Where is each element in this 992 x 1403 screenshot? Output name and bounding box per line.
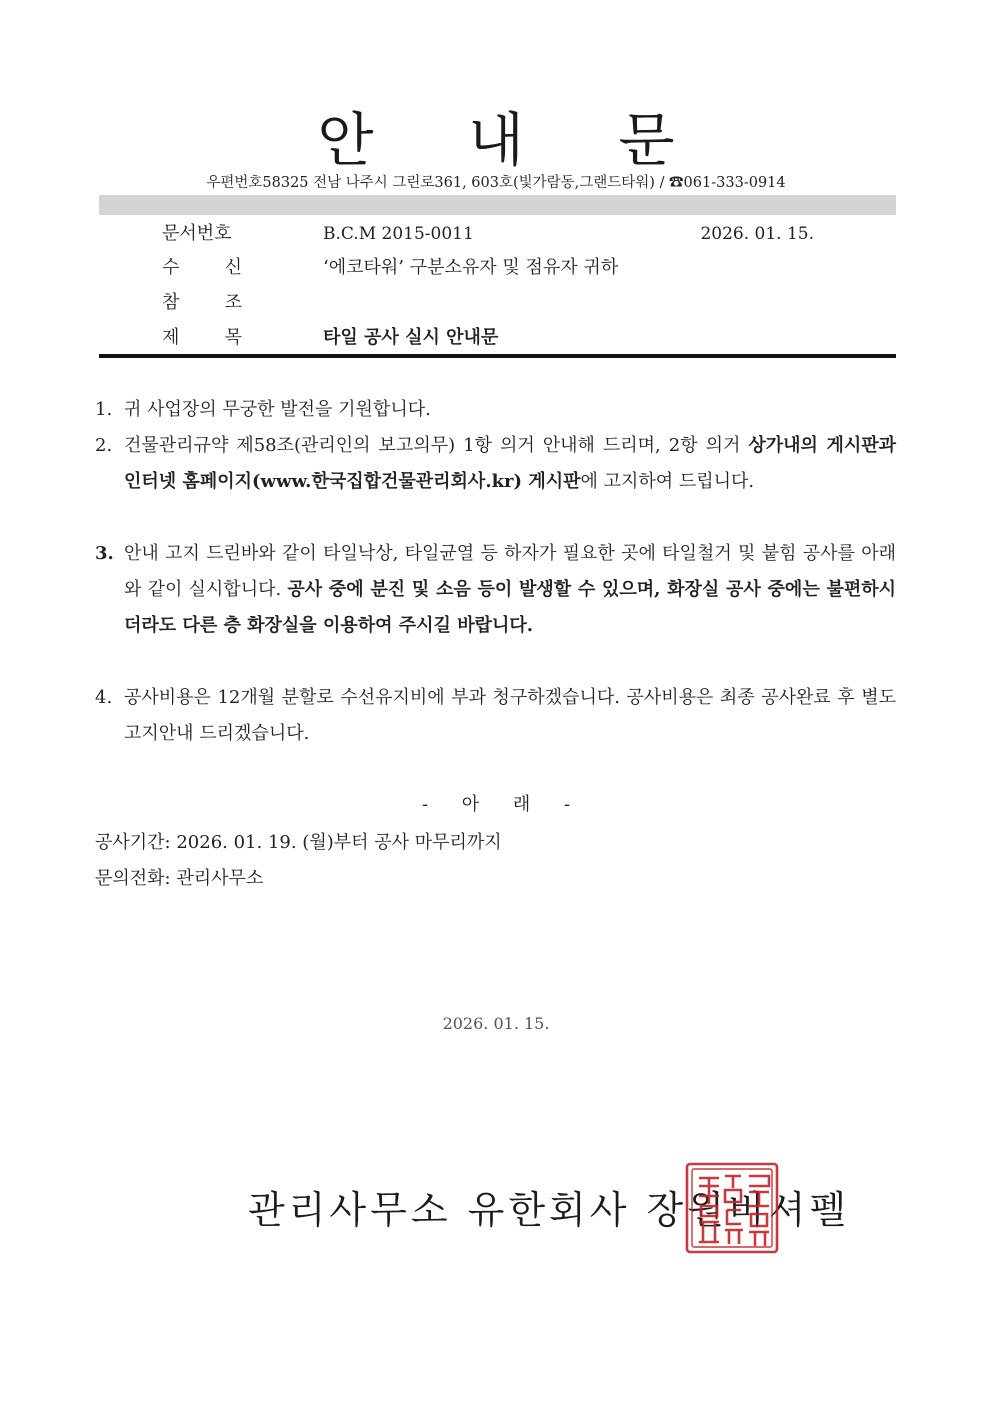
official-seal-icon (685, 1162, 779, 1254)
subject-label-char-1: 제 (162, 327, 180, 348)
reference-label (162, 291, 242, 315)
doc-number: B.C.M 2015-0011 (323, 224, 474, 244)
details-heading: - 아 래 - (421, 794, 571, 815)
sender-address: 우편번호58325 전남 나주시 그린로361, 603호(빛가람동,그랜드타워) / ☎061-333-0914 (206, 175, 786, 191)
document-title: 안 내 문 (317, 106, 713, 174)
reference-label-char-1: 참 (162, 292, 180, 313)
subject: 타일 공사 실시 안내문 (323, 327, 499, 348)
contact-value: 관리사무소 (176, 868, 264, 889)
notice-item (95, 428, 896, 500)
period-label: 공사기간: (95, 832, 177, 853)
issuer-signature: 관리사무소 유한회사 장원비셔펠 (248, 1188, 851, 1232)
item-text-bold: 상가내의 게시판과 인터넷 홈페이지(www.한국집합건물관리회사.kr) 게시판 (124, 435, 896, 492)
item-number: 3. (95, 543, 114, 564)
item-text-part: 건물관리규약 제58조(관리인의 보고의무) 1항 의거 안내해 드리며, 2항 의거 (124, 435, 749, 456)
recipient-label-char-2: 신 (224, 257, 242, 278)
item-number: 1. (95, 399, 113, 420)
item-number: 4. (95, 687, 113, 708)
item-number: 2. (95, 435, 113, 456)
item-text-part: 에 고지하여 드립니다. (580, 471, 755, 492)
item-text (124, 536, 896, 644)
item-text-part: 귀 사업장의 무궁한 발전을 기원합니다. (124, 399, 431, 420)
reference-label-char-2: 조 (224, 292, 242, 313)
recipient: ‘에코타워’ 구분소유자 및 점유자 귀하 (323, 257, 619, 278)
subject-label (162, 326, 242, 350)
footer-date: 2026. 01. 15. (442, 1014, 550, 1033)
construction-period (95, 828, 502, 858)
item-text-bold: 공사 중에 분진 및 소음 등이 발생할 수 있으며, 화장실 공사 중에는 불편하시더라도 다른 층 화장실을 이용하여 주시길 바랍니다. (124, 579, 896, 636)
notice-item (95, 392, 896, 428)
item-text (124, 680, 896, 752)
item-text-part: 공사비용은 12개월 분할로 수선유지비에 부과 청구하겠습니다. 공사비용은 최종 공사완료 후 별도 고지안내 드리겠습니다. (124, 687, 896, 744)
header-band (99, 195, 896, 215)
period-value: 2026. 01. 19. (월)부터 공사 마무리까지 (176, 832, 502, 853)
notice-item (95, 536, 896, 644)
recipient-label (162, 256, 242, 280)
notice-item (95, 680, 896, 752)
item-text (124, 392, 896, 428)
doc-number-label (162, 222, 242, 246)
doc-number-label-text: 문서번호 (162, 223, 232, 244)
doc-date: 2026. 01. 15. (700, 224, 814, 244)
item-text (124, 428, 896, 500)
subject-label-char-2: 목 (224, 327, 242, 348)
item-text-part: 안내 고지 드린바와 같이 타일낙상, 타일균열 등 하자가 필요한 곳에 타일철거 및 붙힘 공사를 아래와 같이 실시합니다. (124, 543, 896, 600)
recipient-label-char-1: 수 (162, 257, 180, 278)
header-rule (99, 354, 896, 358)
contact-phone (95, 864, 263, 894)
contact-label: 문의전화: (95, 868, 177, 889)
